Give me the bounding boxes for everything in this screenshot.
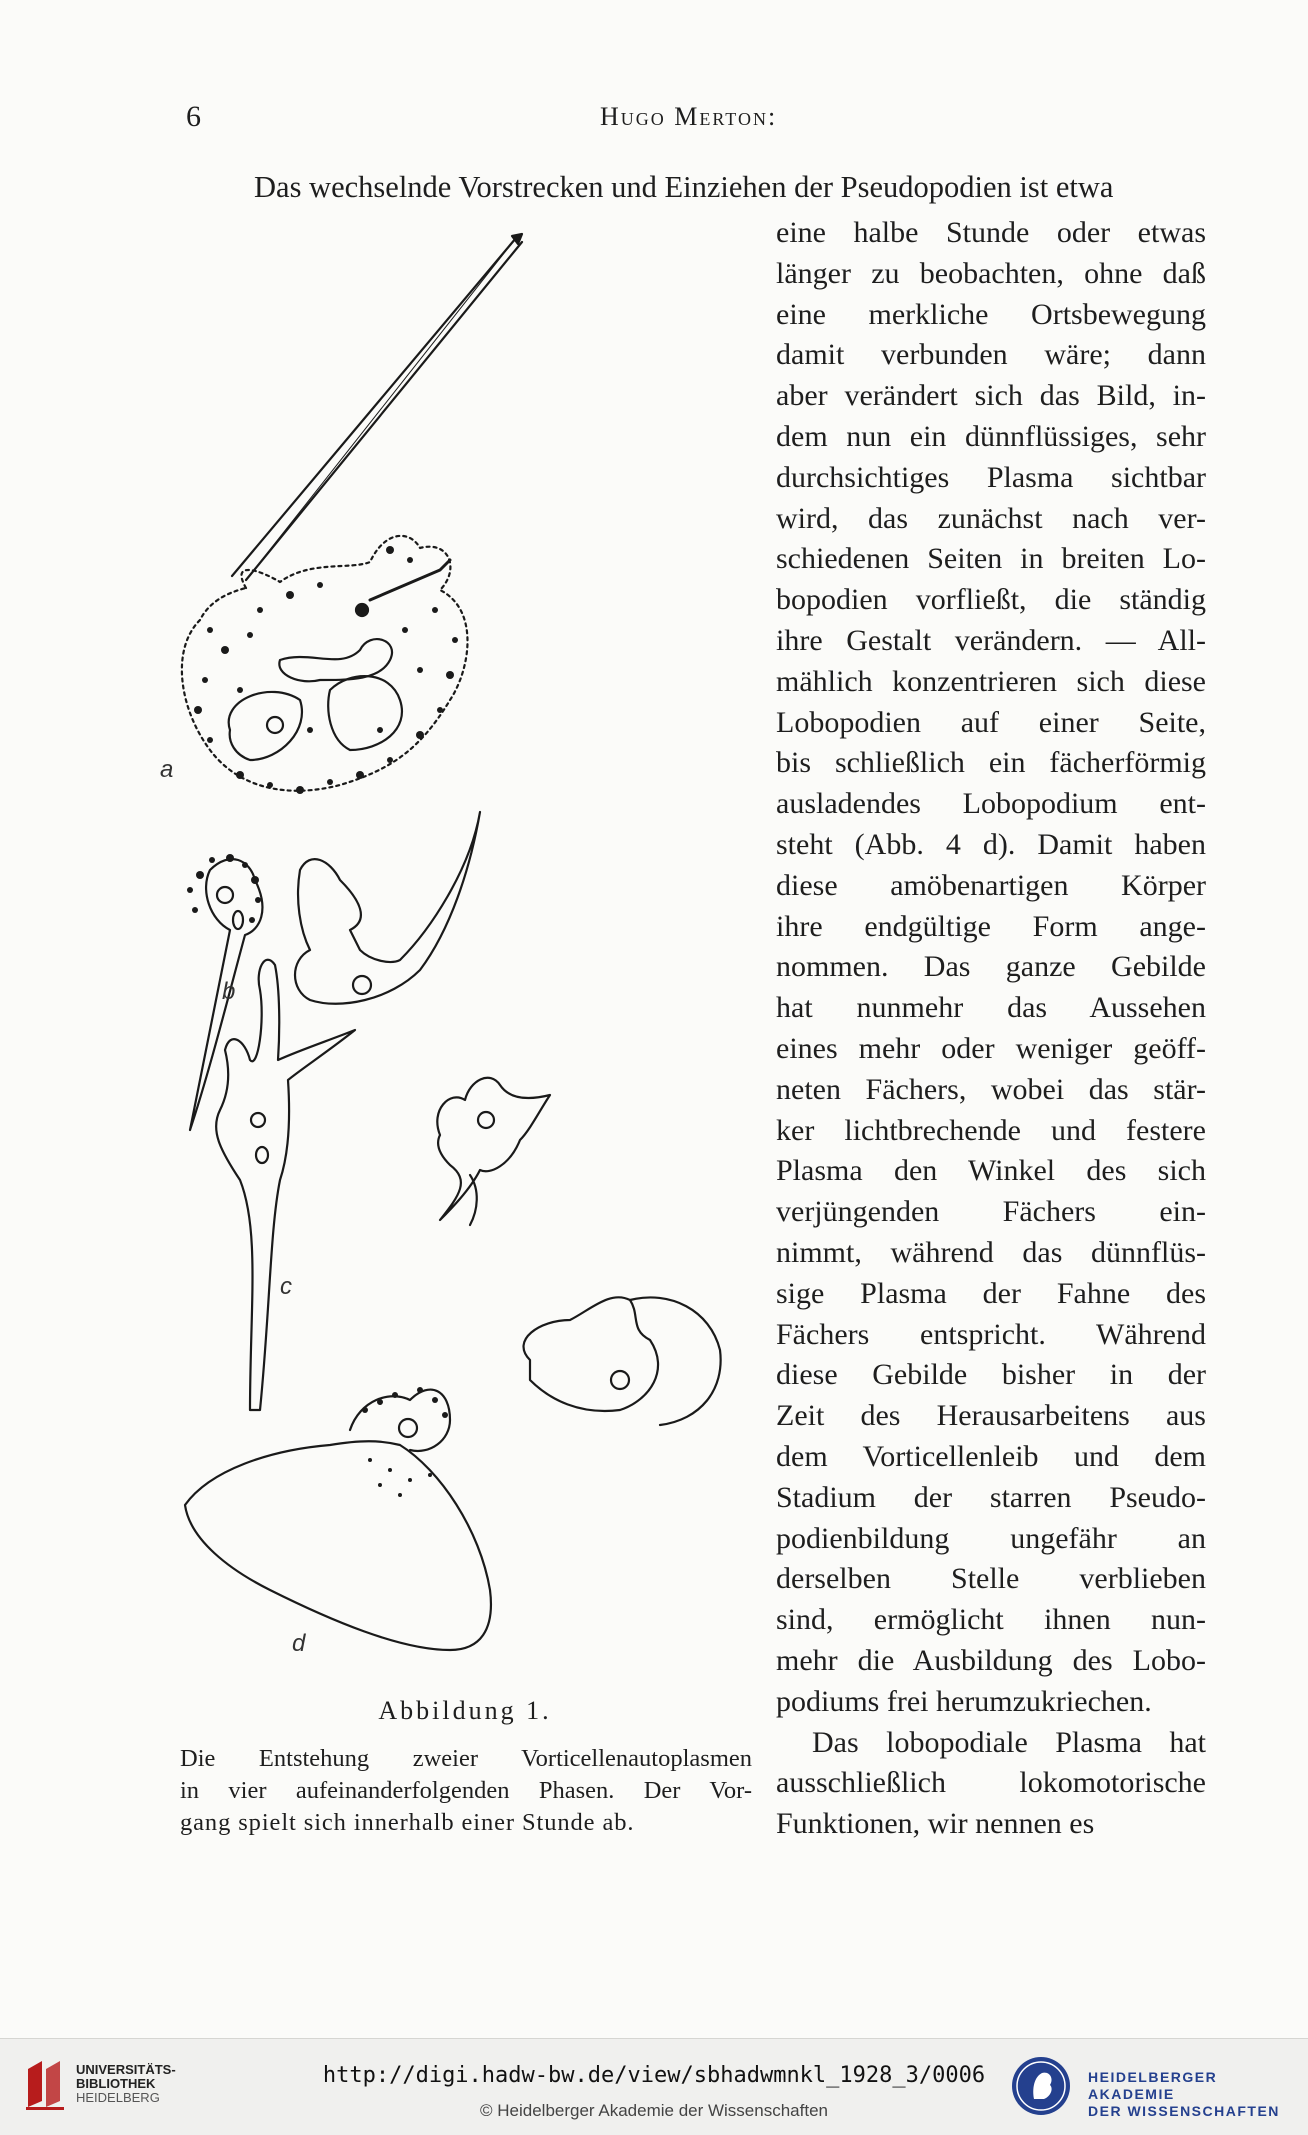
body-text-line: mählich konzentrieren sich diese bbox=[776, 664, 1206, 698]
page-number: 6 bbox=[186, 100, 201, 133]
body-text-line: neten Fächers, wobei das stär- bbox=[776, 1072, 1206, 1106]
ub-line: BIBLIOTHEK bbox=[76, 2076, 156, 2091]
body-text-line: eine merkliche Ortsbewegung bbox=[776, 297, 1206, 331]
body-text-line: podiums frei herumzukriechen. bbox=[776, 1684, 1152, 1718]
body-text-line: verjüngenden Fächers ein- bbox=[776, 1195, 1206, 1229]
academy-name bbox=[1088, 2069, 1308, 2120]
permalink-url[interactable]: http://digi.hadw-bw.de/view/sbhadwmnkl_1928_3/0006 bbox=[322, 2063, 986, 2088]
figure-label-a: a bbox=[160, 756, 174, 783]
body-text-line: ausschließlich lokomotorische bbox=[776, 1766, 1206, 1800]
body-text-line: Das lobopodiale Plasma hat bbox=[812, 1725, 1206, 1759]
body-text-line: länger zu beobachten, ohne daß bbox=[776, 256, 1206, 290]
hadw-line: DER WISSENSCHAFTEN bbox=[1088, 2103, 1280, 2119]
body-text-line: derselben Stelle verblieben bbox=[776, 1562, 1206, 1596]
body-text-line: dem nun ein dünnflüssiges, sehr bbox=[776, 420, 1206, 453]
body-text-line: podienbildung ungefähr an bbox=[776, 1521, 1206, 1555]
copyright-notice: © Heidelberger Akademie der Wissenschaften bbox=[480, 2101, 828, 2120]
body-text-line: ausladendes Lobopodium ent- bbox=[776, 787, 1206, 821]
hadw-line: HEIDELBERGER AKADEMIE bbox=[1088, 2069, 1218, 2102]
body-text-line: eines mehr oder weniger geöff- bbox=[776, 1032, 1206, 1065]
body-text-line: sige Plasma der Fahne des bbox=[776, 1276, 1206, 1310]
body-text-line: durchsichtiges Plasma sichtbar bbox=[776, 460, 1206, 494]
ub-line: HEIDELBERG bbox=[76, 2090, 160, 2105]
body-text-line: nimmt, während das dünnflüs- bbox=[776, 1236, 1206, 1269]
figure-label-c: c bbox=[280, 1273, 292, 1300]
body-text-line: hat nunmehr das Aussehen bbox=[776, 991, 1206, 1025]
body-text-line: mehr die Ausbildung des Lobo- bbox=[776, 1644, 1206, 1677]
figure-label-b: b bbox=[222, 978, 236, 1005]
viewer-footer bbox=[0, 2038, 1308, 2135]
running-head: Hugo Merton: bbox=[600, 102, 778, 131]
phase-b-drawing bbox=[187, 812, 480, 1130]
academy-seal-icon bbox=[1010, 2055, 1072, 2117]
body-text-line: bis schließlich ein fächerförmig bbox=[776, 746, 1206, 780]
body-text-line: ihre Gestalt verändern. — All- bbox=[776, 624, 1206, 657]
body-text-line: Fächers entspricht. Während bbox=[776, 1317, 1206, 1351]
body-text-line: damit verbunden wäre; dann bbox=[776, 338, 1206, 372]
body-text-line: steht (Abb. 4 d). Damit haben bbox=[776, 828, 1206, 861]
figure-caption-line: in vier aufeinanderfolgenden Phasen. Der Vor- bbox=[180, 1777, 752, 1804]
body-text-line: aber verändert sich das Bild, in- bbox=[776, 379, 1206, 413]
body-text-line: schiedenen Seiten in breiten Lo- bbox=[776, 542, 1206, 576]
figure-caption-title: Abbildung 1. bbox=[378, 1696, 552, 1725]
body-text-line: ihre endgültige Form ange- bbox=[776, 909, 1206, 943]
body-text-line: Lobopodien auf einer Seite, bbox=[776, 705, 1206, 739]
body-text-line: diese Gebilde bisher in der bbox=[776, 1358, 1206, 1392]
body-text-line: Funktionen, wir nennen es bbox=[776, 1807, 1095, 1841]
body-text-line: nommen. Das ganze Gebilde bbox=[776, 950, 1206, 984]
phase-a-drawing bbox=[182, 234, 522, 794]
body-text-line: diese amöbenartigen Körper bbox=[776, 868, 1206, 902]
figure-label-d: d bbox=[292, 1630, 306, 1657]
body-text-line: ker lichtbrechende und festere bbox=[776, 1113, 1206, 1147]
body-text-line: Zeit des Herausarbeitens aus bbox=[776, 1399, 1206, 1433]
figure-caption-line: gang spielt sich innerhalb einer Stunde ab. bbox=[180, 1809, 635, 1836]
body-text-line: wird, das zunächst nach ver- bbox=[776, 501, 1206, 535]
phase-c-drawing bbox=[216, 960, 550, 1410]
body-text-line: eine halbe Stunde oder etwas bbox=[776, 216, 1206, 249]
figure-illustration bbox=[150, 230, 770, 1680]
body-text-line: Stadium der starren Pseudo- bbox=[776, 1480, 1206, 1514]
ub-line: UNIVERSITÄTS- bbox=[76, 2062, 176, 2077]
body-text-line: bopodien vorfließt, die ständig bbox=[776, 583, 1206, 617]
body-text-line: Plasma den Winkel des sich bbox=[776, 1154, 1206, 1188]
figure-caption-line: Die Entstehung zweier Vorticellenautoplasmen bbox=[180, 1745, 752, 1772]
body-text-line: dem Vorticellenleib und dem bbox=[776, 1440, 1206, 1473]
body-text-line: sind, ermöglicht ihnen nun- bbox=[776, 1603, 1206, 1637]
body-first-line: Das wechselnde Vorstrecken und Einziehen der Pseudopodien ist etwa bbox=[254, 170, 1114, 204]
